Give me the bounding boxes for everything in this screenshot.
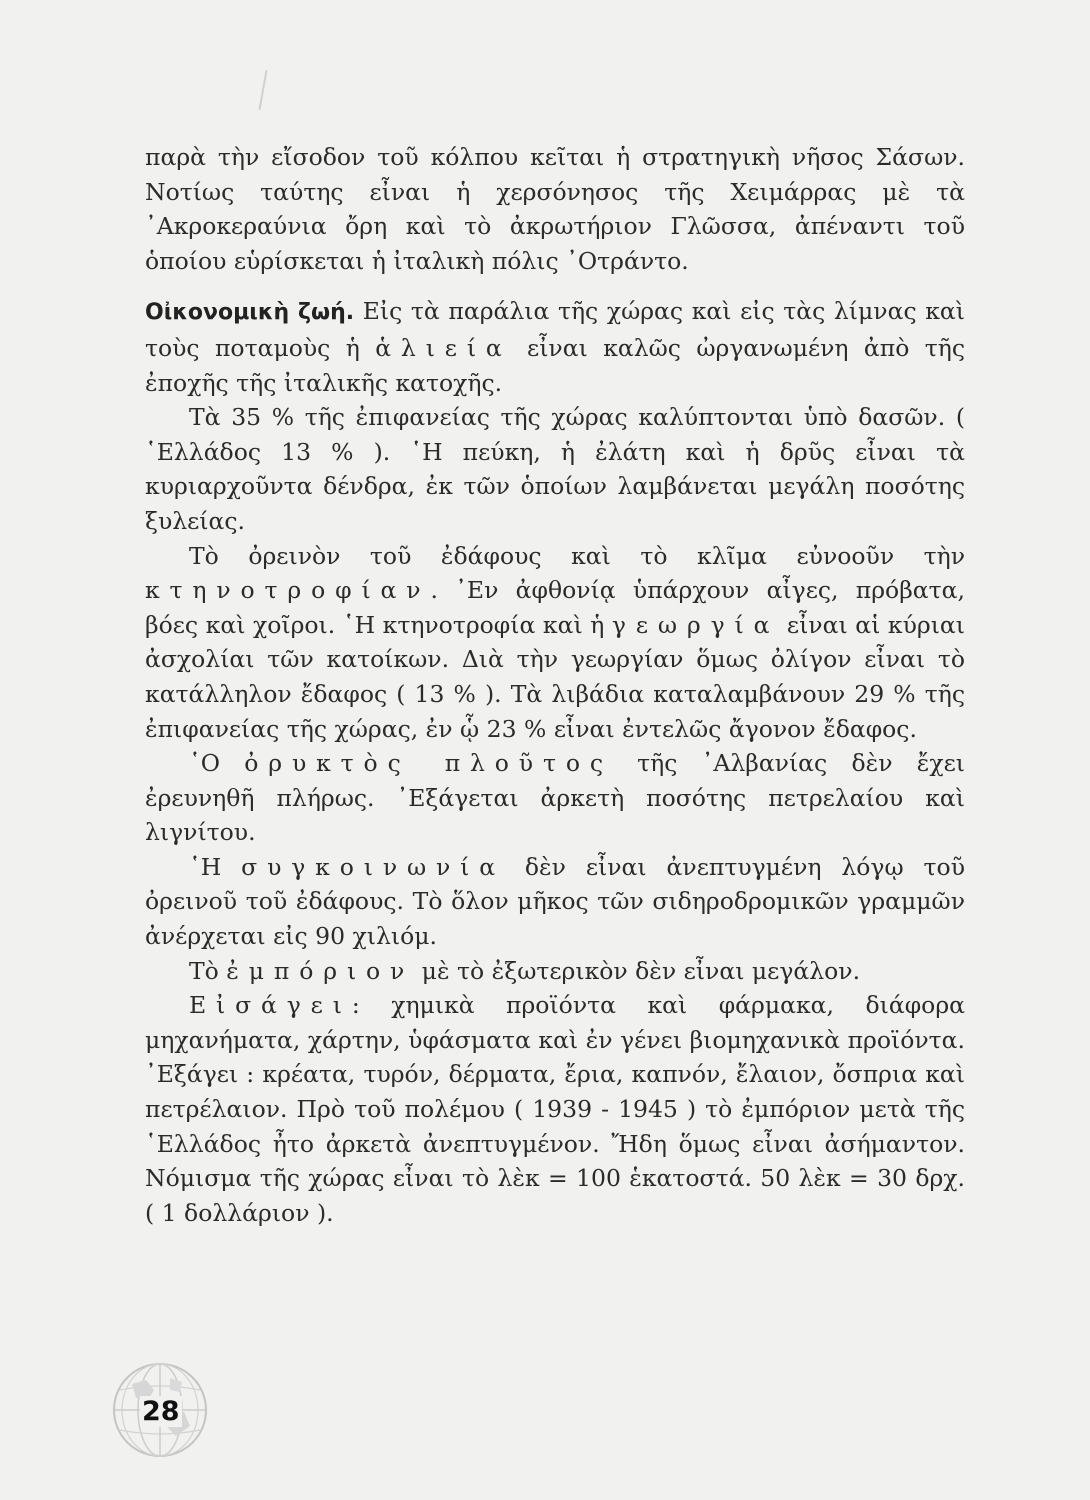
spaced-term-livestock: κτηνοτροφίαν — [145, 576, 431, 605]
globe-page-badge — [110, 1360, 210, 1460]
spaced-term-farming: γεωργία — [611, 610, 780, 639]
spaced-term-minerals: ὀρυκτὸς πλοῦτος — [244, 749, 613, 778]
spaced-term-trade: ἐμπόριον — [226, 956, 415, 985]
paragraph-transport: ῾Η συγκοινωνία δὲν εἶναι ἀνεπτυγμένη λόγῳ τοῦ ὀρεινοῦ τοῦ ἐδάφους. Τὸ ὅλον μῆκος τῶν σιδηροδρομικῶν γραμμῶν ἀνέρχεται εἰς 90 χιλιόμ. — [145, 852, 965, 951]
paragraph-forests: Τὰ 35 % τῆς ἐπιφανείας τῆς χώρας καλύπτονται ὑπὸ δασῶν. ( ῾Ελλάδος 13 % ). ῾Η πεύκη, ἡ ἐλάτη καὶ ἡ δρῦς εἶναι τὰ κυριαρχοῦντα δένδρα, ἐκ τῶν ὁποίων λαμβάνεται μεγάλη ποσότης ξυλείας. — [145, 403, 965, 535]
paper-mark — [259, 70, 268, 110]
spaced-term-transport: συγκοινωνία — [241, 852, 505, 881]
section-heading: Οἰκονομικὴ ζωή. — [145, 300, 355, 326]
paragraph-fishing: Οἰκονομικὴ ζωή. Εἰς τὰ παράλια τῆς χώρας καὶ εἰς τὰς λίμνας καὶ τοὺς ποταμοὺς ἡ ἁλιεία εἶναι καλῶς ὠργανωμένη ἀπὸ τῆς ἐποχῆς τῆς ἰταλικῆς κατοχῆς. — [145, 297, 966, 397]
paragraph-minerals: ῾Ο ὀρυκτὸς πλοῦτος τῆς ᾿Αλβανίας δὲν ἔχει ἐρευνηθῆ πλήρως. ᾿Εξάγεται ἀρκετὴ ποσότης πετρελαίου καὶ λιγνίτου. — [145, 749, 965, 847]
spaced-term-imports: Εἰσάγει — [189, 991, 352, 1020]
page-number: 28 — [142, 1396, 180, 1427]
body-text — [145, 140, 965, 1230]
spaced-term-fishing: ἁλιεία — [375, 333, 512, 362]
paragraph-trade: Τὸ ἐμπόριον μὲ τὸ ἐξωτερικὸν δὲν εἶναι μεγάλον. — [189, 956, 861, 985]
paragraph-intro: παρὰ τὴν εἴσοδον τοῦ κόλπου κεῖται ἡ στρατηγικὴ νῆσος Σάσων. Νοτίως ταύτης εἶναι ἡ χερσόνησος τῆς Χειμάρρας μὲ τὰ ᾿Ακροκεραύνια ὄρη καὶ τὸ ἀκρωτήριον Γλῶσσα, ἀπέναντι τοῦ ὁποίου εὑρίσκεται ἡ ἰταλικὴ πόλις ᾿Οτράντο. — [145, 143, 965, 275]
paragraph-imports-exports: Εἰσάγει: χημικὰ προϊόντα καὶ φάρμακα, διάφορα μηχανήματα, χάρτην, ὑφάσματα καὶ ἐν γένει βιομηχανικὰ προϊόντα. ᾿Εξάγει : κρέατα, τυρόν, δέρματα, ἔρια, καπνόν, ἔλαιον, ὄσπρια καὶ πετρέλαιον. Πρὸ τοῦ πολέμου ( 1939 - 1945 ) τὸ ἐμπόριον μετὰ τῆς ῾Ελλάδος ἦτο ἀρκετὰ ἀνεπτυγμένον. Ἤδη ὅμως εἶναι ἀσήμαντον. Νόμισμα τῆς χώρας εἶναι τὸ λὲκ = 100 ἑκατοστά. 50 λὲκ = 30 δρχ. ( 1 δολλάριον ). — [145, 991, 965, 1227]
paragraph-agriculture: Τὸ ὀρεινὸν τοῦ ἐδάφους καὶ τὸ κλῖμα εὐνοοῦν τὴν κτηνοτροφίαν. ᾿Εν ἀφθονίᾳ ὑπάρχουν αἶγες, πρόβατα, βόες καὶ χοῖροι. ῾Η κτηνοτροφία καὶ ἡ γεωργία εἶναι αἱ κύριαι ἀσχολίαι τῶν κατοίκων. Διὰ τὴν γεωργίαν ὅμως ὀλίγον εἶναι τὸ κατάλληλον ἔδαφος ( 13 % ). Τὰ λιβάδια καταλαμβάνουν 29 % τῆς ἐπιφανείας τῆς χώρας, ἐν ᾧ 23 % εἶναι ἐντελῶς ἄγονον ἔδαφος. — [145, 541, 965, 743]
